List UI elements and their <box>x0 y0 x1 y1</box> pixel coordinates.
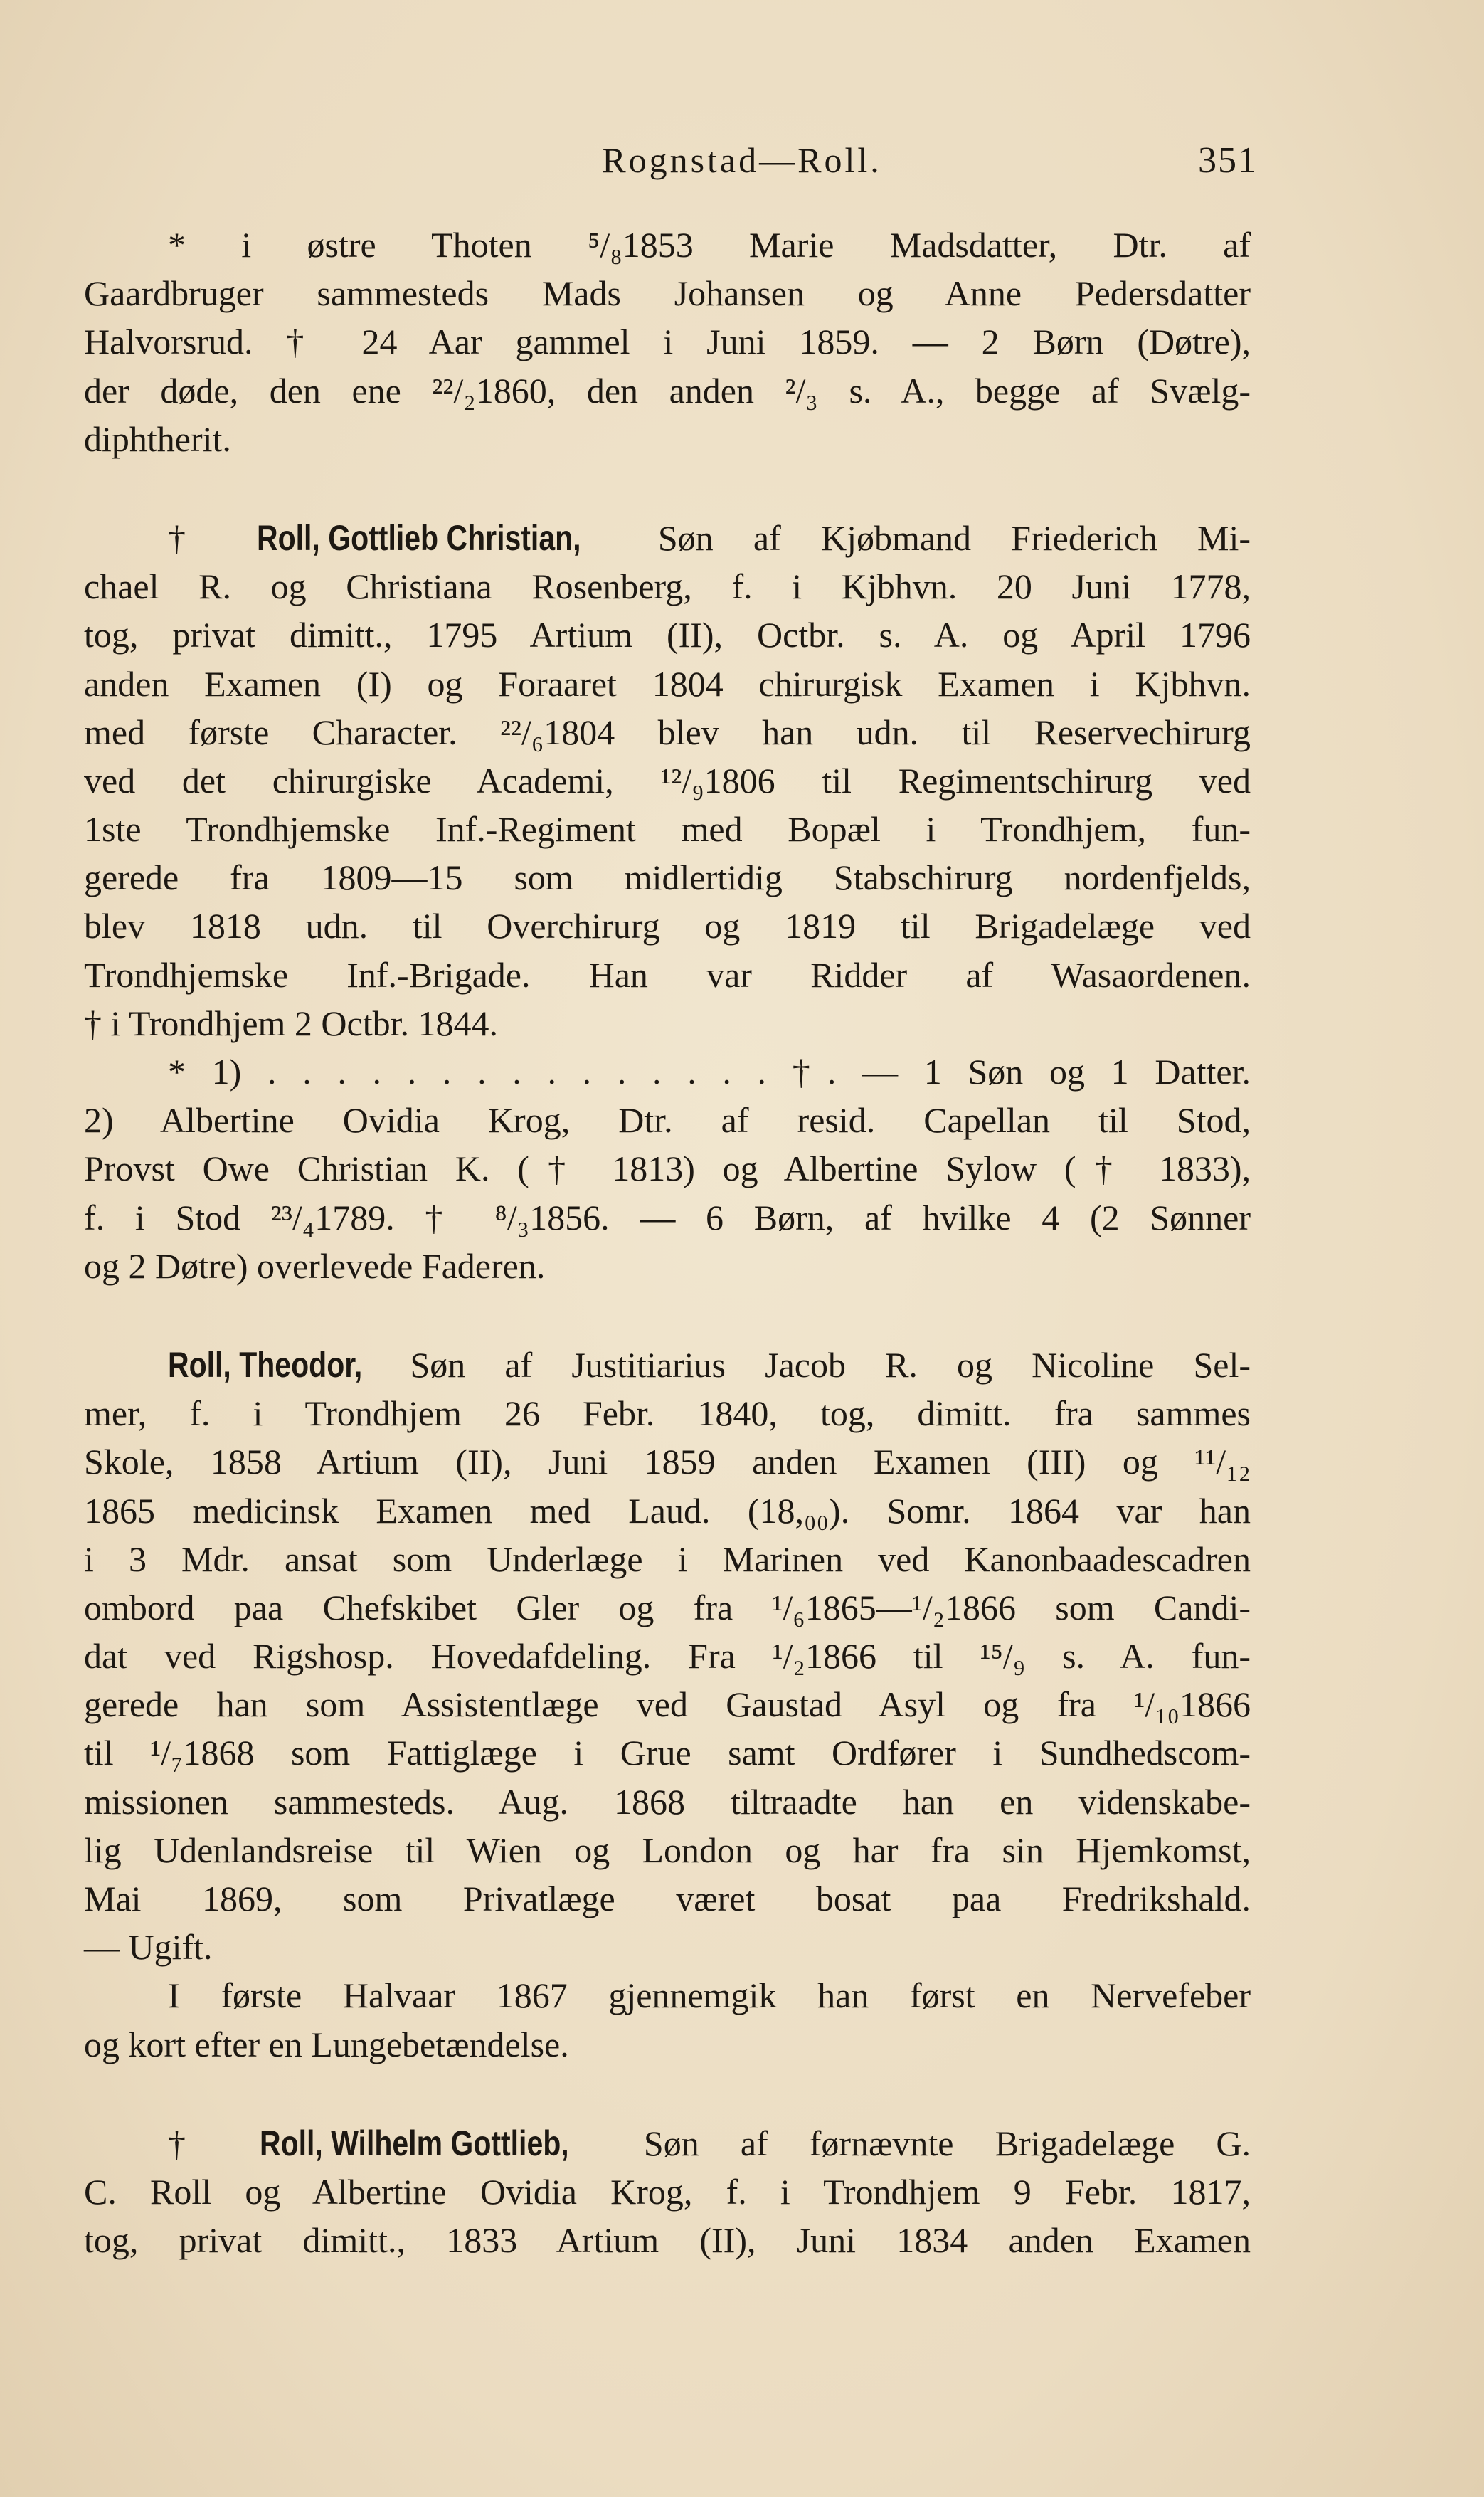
page-number: 351 <box>1198 140 1258 181</box>
text-line: † Roll, Gottlieb Christian, Søn af Kjøbmand Friederich Mi- <box>84 514 1251 562</box>
running-head: Rognstad—Roll. <box>602 140 882 180</box>
text-line: mer, f. i Trondhjem 26 Febr. 1840, tog, dimitt. fra sammes <box>84 1393 1251 1434</box>
body-text <box>84 221 1251 2264</box>
text-line: Mai 1869, som Privatlæge været bosat paa Fredrikshald. <box>84 1879 1251 1918</box>
text-line: lig Udenlandsreise til Wien og London og har fra sin Hjemkomst, <box>84 1830 1251 1870</box>
text-line: C. Roll og Albertine Ovidia Krog, f. i Trondhjem 9 Febr. 1817, <box>84 2171 1251 2212</box>
text-line: med første Character. ²²/₆1804 blev han udn. til Reservechirurg <box>84 712 1251 752</box>
text-line: dat ved Rigshosp. Hovedafdeling. Fra ¹/₂1866 til ¹⁵/₉ s. A. fun- <box>84 1636 1251 1677</box>
text-line: Skole, 1858 Artium (II), Juni 1859 anden Examen (III) og ¹¹/₁₂ <box>84 1442 1251 1482</box>
text-line: missionen sammesteds. Aug. 1868 tiltraadte han en videnskabe- <box>84 1781 1251 1822</box>
entry-name: Roll, Wilhelm Gottlieb, <box>259 2123 569 2163</box>
text-line: ombord paa Chefskibet Gler og fra ¹/₆1865—¹/₂1866 som Candi- <box>84 1587 1251 1627</box>
text-line: Trondhjemske Inf.-Brigade. Han var Ridder af Wasaordenen. <box>84 954 1251 995</box>
text-line: 1865 medicinsk Examen med Laud. (18,₀₀). Somr. 1864 var han <box>84 1490 1251 1531</box>
text-line: Roll, Theodor, Søn af Justitiarius Jacob R. og Nicoline Sel- <box>84 1341 1251 1389</box>
paragraph-madsdatter <box>84 221 1251 463</box>
entry-name: Roll, Theodor, <box>168 1344 363 1385</box>
text-line: i 3 Mdr. ansat som Underlæge i Marinen ved Kanonbaadescadren <box>84 1538 1251 1579</box>
text-line: til ¹/₇1868 som Fattiglæge i Grue samt Ordfører i Sundhedscom- <box>84 1733 1251 1773</box>
text-line: 2) Albertine Ovidia Krog, Dtr. af resid. Capellan til Stod, <box>84 1100 1251 1141</box>
text-line: tog, privat dimitt., 1833 Artium (II), Juni 1834 anden Examen <box>84 2220 1251 2261</box>
text-line: I første Halvaar 1867 gjennemgik han først en Nervefeber <box>168 1975 1251 2016</box>
text-line: Provst Owe Christian K. († 1813) og Albertine Sylow († 1833), <box>84 1149 1251 1189</box>
text-line: chael R. og Christiana Rosenberg, f. i Kjbhvn. 20 Juni 1778, <box>84 566 1251 607</box>
entry-roll-theodor <box>84 1341 1251 2069</box>
text-line: † Roll, Wilhelm Gottlieb, Søn af førnævnte Brigadelæge G. <box>84 2119 1251 2168</box>
text-line: der døde, den ene ²²/₂1860, den anden ²/₃ s. A., begge af Svælg- <box>84 370 1251 411</box>
text-line: Halvorsrud. † 24 Aar gammel i Juni 1859. — 2 Børn (Døtre), <box>84 322 1251 362</box>
entry-name: Roll, Gottlieb Christian, <box>257 517 581 558</box>
entry-roll-gottlieb-christian <box>84 514 1251 1290</box>
text-line: — Ugift. <box>84 1927 213 1968</box>
text-line: diphtherit. <box>84 418 231 459</box>
text-line: 1ste Trondhjemske Inf.-Regiment med Bopæl i Trondhjem, fun- <box>84 809 1251 850</box>
text-line: og kort efter en Lungebetændelse. <box>84 2024 569 2064</box>
text-line: f. i Stod ²³/₄1789. † ⁸/₃1856. — 6 Børn, af hvilke 4 (2 Sønner <box>84 1197 1251 1237</box>
text-line: * 1) . . . . . . . . . . . . . . . †. — 1 Søn og 1 Datter. <box>168 1052 1251 1092</box>
entry-roll-wilhelm-gottlieb <box>84 2119 1251 2265</box>
page-header <box>0 139 1484 189</box>
text-line: * i østre Thoten ⁵/₈1853 Marie Madsdatter, Dtr. af <box>168 225 1251 265</box>
text-line: gerede han som Assistentlæge ved Gaustad Asyl og fra ¹/₁₀1866 <box>84 1684 1251 1725</box>
text-line: gerede fra 1809—15 som midlertidig Stabschirurg nordenfjelds, <box>84 857 1251 898</box>
text-line: og 2 Døtre) overlevede Faderen. <box>84 1245 546 1286</box>
text-line: Gaardbruger sammesteds Mads Johansen og Anne Pedersdatter <box>84 273 1251 314</box>
text-line: ved det chirurgiske Academi, ¹²/₉1806 til Regimentschirurg ved <box>84 760 1251 801</box>
text-line: tog, privat dimitt., 1795 Artium (II), Octbr. s. A. og April 1796 <box>84 615 1251 655</box>
text-line: anden Examen (I) og Foraaret 1804 chirurgisk Examen i Kjbhvn. <box>84 663 1251 704</box>
text-line: † i Trondhjem 2 Octbr. 1844. <box>84 1003 498 1043</box>
text-line: blev 1818 udn. til Overchirurg og 1819 til Brigadelæge ved <box>84 906 1251 946</box>
